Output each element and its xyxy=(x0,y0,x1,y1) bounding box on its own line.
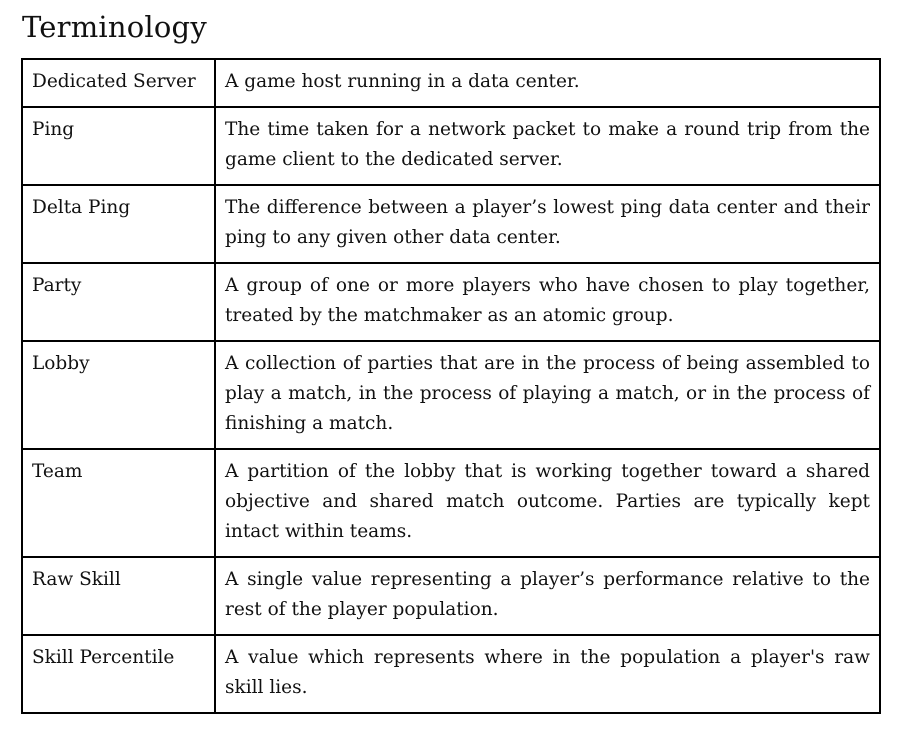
table-row xyxy=(22,185,880,263)
table-row xyxy=(22,263,880,341)
definition-cell: A value which represents where in the population a player's raw skill lies. xyxy=(215,635,880,713)
definition-cell: A collection of parties that are in the process of being assembled to play a match, in the process of playing a match, or in the process of finishing a match. xyxy=(215,341,880,449)
definition-cell: A game host running in a data center. xyxy=(215,59,880,107)
definition-cell: A partition of the lobby that is working together toward a shared objective and shared match outcome. Parties are typically kept intact within teams. xyxy=(215,449,880,557)
term-cell: Skill Percentile xyxy=(22,635,215,713)
term-cell: Delta Ping xyxy=(22,185,215,263)
definition-cell: A group of one or more players who have chosen to play together, treated by the matchmaker as an atomic group. xyxy=(215,263,880,341)
term-cell: Team xyxy=(22,449,215,557)
page-title: Terminology xyxy=(22,10,207,44)
table-row xyxy=(22,341,880,449)
table-row xyxy=(22,635,880,713)
table-row xyxy=(22,107,880,185)
definition-cell: A single value representing a player’s performance relative to the rest of the player population. xyxy=(215,557,880,635)
term-cell: Raw Skill xyxy=(22,557,215,635)
table-row xyxy=(22,59,880,107)
term-cell: Lobby xyxy=(22,341,215,449)
terminology-table xyxy=(21,58,881,714)
definition-cell: The difference between a player’s lowest ping data center and their ping to any given other data center. xyxy=(215,185,880,263)
term-cell: Ping xyxy=(22,107,215,185)
table-row xyxy=(22,449,880,557)
definition-cell: The time taken for a network packet to make a round trip from the game client to the dedicated server. xyxy=(215,107,880,185)
term-cell: Dedicated Server xyxy=(22,59,215,107)
table-row xyxy=(22,557,880,635)
term-cell: Party xyxy=(22,263,215,341)
